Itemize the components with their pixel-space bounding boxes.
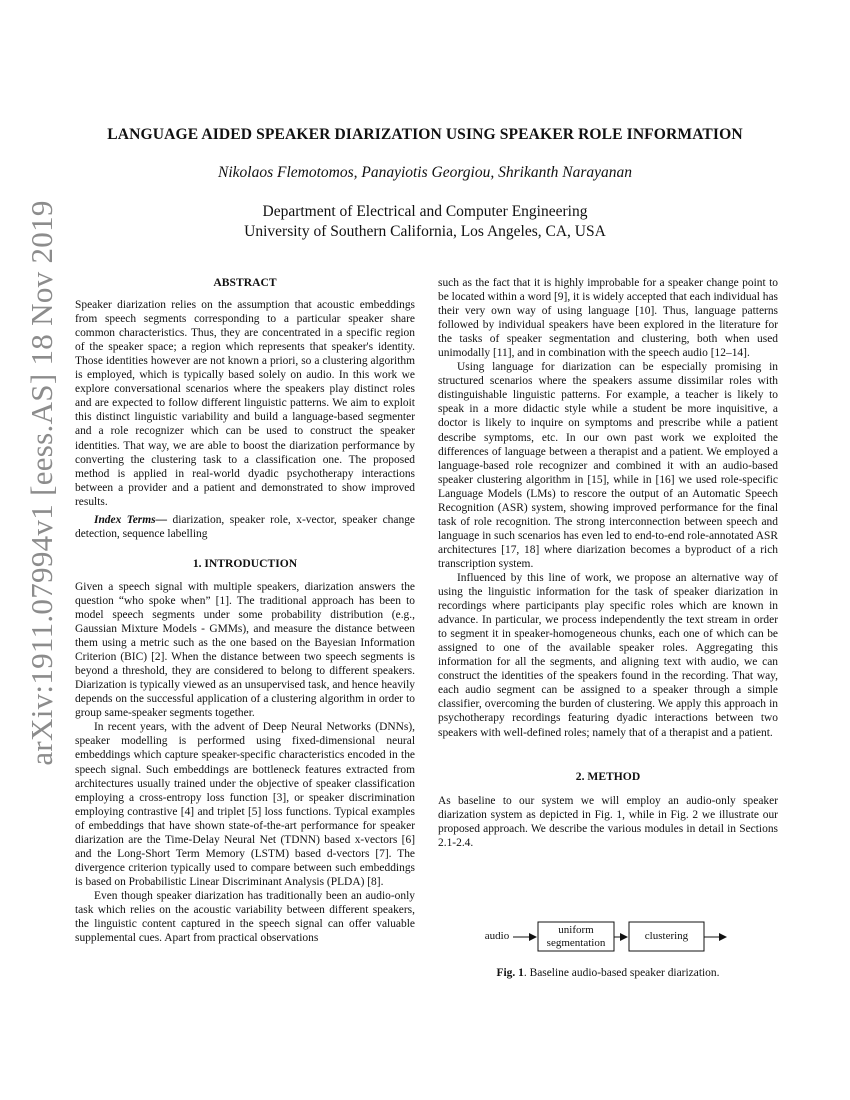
index-terms-text: diarization, speaker role, x-vector, speaker change detection, sequence labelling	[75, 513, 415, 540]
caption-text: . Baseline audio-based speaker diarization.	[523, 967, 720, 979]
index-terms	[75, 513, 415, 541]
figure-1-diagram	[438, 915, 778, 960]
caption-label: Fig. 1	[496, 967, 524, 979]
abstract-text: Speaker diarization relies on the assumption that acoustic embeddings from speech segments corresponding to a particular speaker share common characteristics. Thus, they are concentrated in a specific region of the speaker space; a region which represents that speaker's identity. Those identities however are not known a priori, so a clustering algorithm is employed, which is typically based solely on audio. In this work we explore conversational scenarios where the speakers play distinct roles and are expected to follow different linguistic patterns. We aim to exploit this distinct linguistic variability and build a language-based segmenter and a role recognizer which can be used to construct the speaker identities. That way, we are able to boost the diarization performance by converting the clustering task to a classification one. The proposed method is applied in real-world dyadic psychotherapy interactions between a provider and a patient and demonstrated to show improved results.	[75, 299, 415, 508]
clustering-box-label: clustering	[644, 930, 689, 942]
intro-paragraph-1: Given a speech signal with multiple speakers, diarization answers the question “who spoke when” [1]. The traditional approach has been to model speech segments under some probability distribution (e.g., Gaussian Mixture Models - GMMs), and measure the distance between them using a metric such as the one based on the Bayesian Information Criterion (BIC) [2]. When the distance between two speech segments is beyond a threshold, they are considered to belong to different speakers. Diarization is typically viewed as an unsupervised task, and hence heavily depends on the successful application of a clustering algorithm in order to group same-speaker segments together.	[75, 580, 415, 720]
abstract-heading: ABSTRACT	[213, 276, 277, 289]
affiliation	[60, 202, 790, 242]
right-column	[438, 276, 778, 850]
left-column	[75, 276, 415, 945]
arxiv-identifier	[18, 200, 66, 766]
arxiv-id-text: arXiv:1911.07994v1 [eess.AS] 18 Nov 2019	[24, 200, 59, 766]
segmentation-box-label	[538, 924, 614, 950]
intro-paragraph-3: Even though speaker diarization has traditionally been an audio-only task which relies on the acoustic variability between different speakers, the linguistic content captured in the speech signal can offer valuable supplemental cues. Apart from practical observations	[75, 889, 415, 945]
segmentation-label-line1: uniform	[558, 924, 594, 936]
figure-1-caption	[438, 967, 778, 979]
intro-paragraph-3-continued: such as the fact that it is highly improbable for a speaker change point to be located within a word [9], it is widely accepted that each individual has their very own way of using language [10]. Thus, language patterns followed by individual speakers have been explored in the literature for the tasks of speaker segmentation and clustering, both when used unimodally [11], and in combination with the speech audio [12–14].	[438, 277, 778, 360]
affiliation-department: Department of Electrical and Computer Engineering	[262, 203, 588, 220]
intro-heading: 1. INTRODUCTION	[192, 556, 298, 570]
paper-authors: Nikolaos Flemotomos, Panayiotis Georgiou, Shrikanth Narayanan	[217, 164, 633, 181]
segmentation-label-line2: segmentation	[546, 937, 606, 949]
intro-paragraph-5: Influenced by this line of work, we propose an alternative way of using the linguistic information for the task of speaker diarization in recordings where participants play specific roles which are known in advance. In particular, we process independently the text stream in order to segment it in speaker-homogeneous chunks, each one of which can be assigned to one of the available speaker roles. Aggregating this information for all the segments, and aligning text with audio, we can construct the identities of the speakers found in the recording. That way, each audio segment can be assigned to a speaker through a simple classifier, overcoming the burden of clustering. We apply this approach in psychotherapy recordings featuring dyadic interactions between two speakers with well-defined roles; namely that of a therapist and a patient.	[438, 571, 778, 739]
intro-paragraph-4: Using language for diarization can be especially promising in structured scenarios where the speakers assume dissimilar roles with distinguishable linguistic patterns. For example, a teacher is likely to speak in a more didactic style while a student be more inquisitive, a doctor is likely to inquire on symptoms and prescribe while a patient describe symptoms, etc. In our own past work we exploited the differences of language between a therapist and a patient. We employed a language-based role recognizer and combined it with an audio-based speaker clustering algorithm in [15], while in [16] we used role-specific Language Models (LMs) to rescore the output of an Automatic Speech Recognition (ASR) system, showing improved performance for the final task of role recognition. The strong interconnection between speech and language in such scenarios has even led to end-to-end role-annotated ASR architectures [17, 18] where diarization becomes a byproduct of a rich transcription system.	[438, 361, 778, 570]
intro-paragraph-2: In recent years, with the advent of Deep Neural Networks (DNNs), speaker modelling is performed using fixed-dimensional neural embeddings which capture speaker-specific characteristics encoded in the speech signal. Such embeddings are bottleneck features extracted from architectures usually trained under the objective of speaker classification employing a cross-entropy loss function [3], or speaker discrimination employing contrastive [4] and triplet [5] loss functions. Typical examples of embeddings that have shown state-of-the-art performance for speaker diarization are the Time-Delay Neural Net (TDNN) based x-vectors [6] and the Long-Short Term Memory (LSTM) based d-vectors [7]. The divergence criterion typically used to compare between such embeddings is based on Probabilistic Linear Discriminant Analysis (PLDA) [8].	[75, 721, 415, 888]
index-terms-label: Index Terms—	[94, 513, 168, 526]
method-paragraph-1: As baseline to our system we will employ an audio-only speaker diarization system as depicted in Fig. 1, while in Fig. 2 we illustrate our proposed approach. We describe the various modules in detail in Sections 2.1-2.4.	[438, 794, 778, 849]
paper-title: LANGUAGE AIDED SPEAKER DIARIZATION USING SPEAKER ROLE INFORMATION	[107, 126, 743, 143]
affiliation-university: University of Southern California, Los Angeles, CA, USA	[244, 223, 606, 240]
method-heading: 2. METHOD	[575, 769, 641, 783]
figure-input-label: audio	[484, 930, 510, 942]
